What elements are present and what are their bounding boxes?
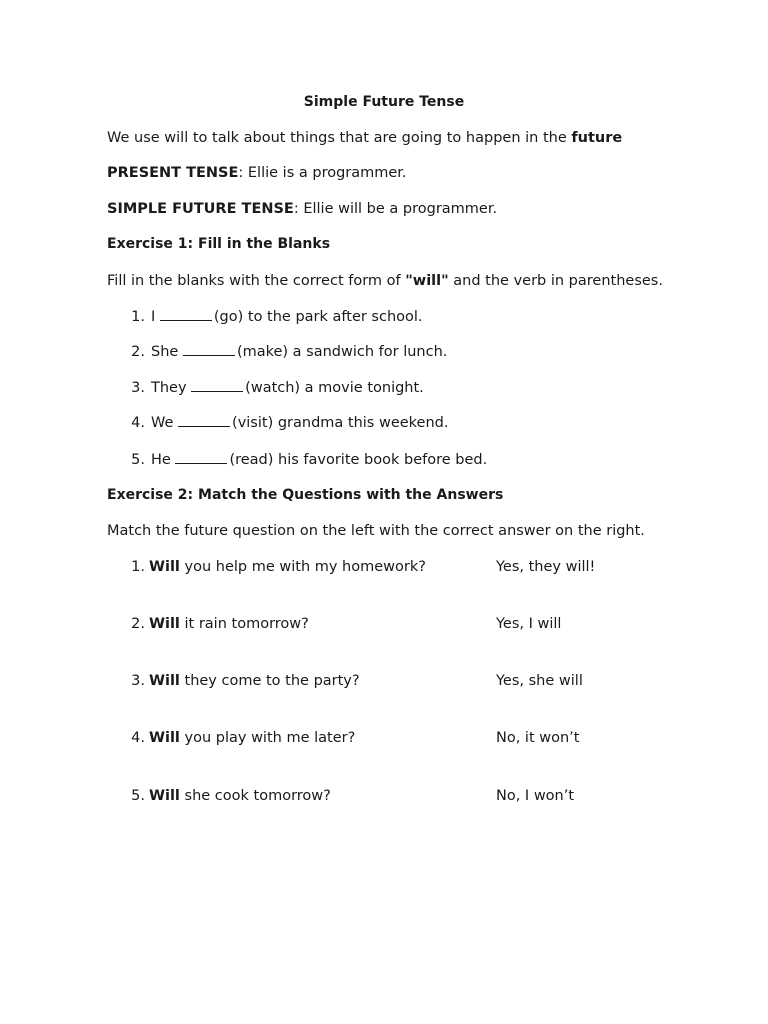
future-tense-label: SIMPLE FUTURE TENSE	[107, 201, 294, 217]
intro-text: We use will to talk about things that are going to happen in the	[107, 130, 567, 146]
exercise1-instr-after: and the verb in parentheses.	[453, 273, 663, 289]
question-text	[149, 614, 309, 634]
question-text	[149, 671, 360, 691]
item-subject: They	[151, 380, 187, 396]
answer-blank[interactable]	[191, 378, 243, 392]
item-rest: (go) to the park after school.	[213, 309, 423, 325]
item-subject: I	[151, 309, 156, 325]
exercise1-instr-before: Fill in the blanks with the correct form of	[107, 273, 401, 289]
question-text	[149, 786, 331, 806]
item-rest: (make) a sandwich for lunch.	[236, 344, 448, 360]
item-text	[151, 307, 423, 327]
answer-option: Yes, they will!	[496, 559, 596, 575]
item-text	[151, 413, 448, 433]
exercise1-heading: Exercise 1: Fill in the Blanks	[107, 236, 331, 252]
item-subject: We	[151, 415, 174, 431]
exercise1-instr-bold: "will"	[405, 273, 449, 289]
answer-blank[interactable]	[160, 307, 212, 321]
intro-bold-word: future	[571, 130, 623, 146]
question-text	[149, 728, 355, 748]
exercise2-heading: Exercise 2: Match the Questions with the Answers	[107, 487, 504, 503]
future-tense-example	[107, 199, 497, 219]
question-rest: you help me with my homework?	[184, 559, 426, 575]
question-number: 5.	[131, 788, 145, 804]
item-text	[151, 450, 487, 470]
item-text	[151, 378, 424, 398]
question-number: 1.	[131, 559, 145, 575]
answer-blank[interactable]	[183, 342, 235, 356]
answer-blank[interactable]	[175, 450, 227, 464]
item-number: 4.	[131, 415, 145, 431]
exercise1-instruction	[107, 271, 663, 291]
present-tense-label: PRESENT TENSE	[107, 165, 239, 181]
item-text	[151, 342, 447, 362]
page-title: Simple Future Tense	[303, 94, 465, 110]
item-rest: (read) his favorite book before bed.	[229, 452, 488, 468]
item-rest: (watch) a movie tonight.	[245, 380, 424, 396]
question-number: 2.	[131, 616, 145, 632]
question-rest: she cook tomorrow?	[184, 788, 331, 804]
question-bold: Will	[149, 616, 180, 632]
item-number: 3.	[131, 380, 145, 396]
question-text	[149, 557, 426, 577]
question-bold: Will	[149, 673, 180, 689]
present-tense-text: : Ellie is a programmer.	[238, 165, 407, 181]
future-tense-text: : Ellie will be a programmer.	[293, 201, 498, 217]
item-number: 1.	[131, 309, 145, 325]
question-bold: Will	[149, 788, 180, 804]
answer-blank[interactable]	[178, 413, 230, 427]
item-rest: (visit) grandma this weekend.	[232, 415, 449, 431]
question-rest: you play with me later?	[184, 730, 356, 746]
answer-option: Yes, I will	[496, 616, 562, 632]
answer-option: Yes, she will	[496, 673, 583, 689]
question-bold: Will	[149, 730, 180, 746]
item-subject: He	[151, 452, 171, 468]
question-number: 4.	[131, 730, 145, 746]
question-bold: Will	[149, 559, 180, 575]
intro-sentence	[107, 128, 622, 148]
item-number: 5.	[131, 452, 145, 468]
item-subject: She	[151, 344, 179, 360]
present-tense-example	[107, 163, 407, 183]
item-number: 2.	[131, 344, 145, 360]
question-rest: it rain tomorrow?	[184, 616, 309, 632]
question-rest: they come to the party?	[184, 673, 360, 689]
answer-option: No, I won’t	[496, 788, 575, 804]
question-number: 3.	[131, 673, 145, 689]
exercise2-instruction: Match the future question on the left with the correct answer on the right.	[107, 523, 645, 539]
answer-option: No, it won’t	[496, 730, 580, 746]
